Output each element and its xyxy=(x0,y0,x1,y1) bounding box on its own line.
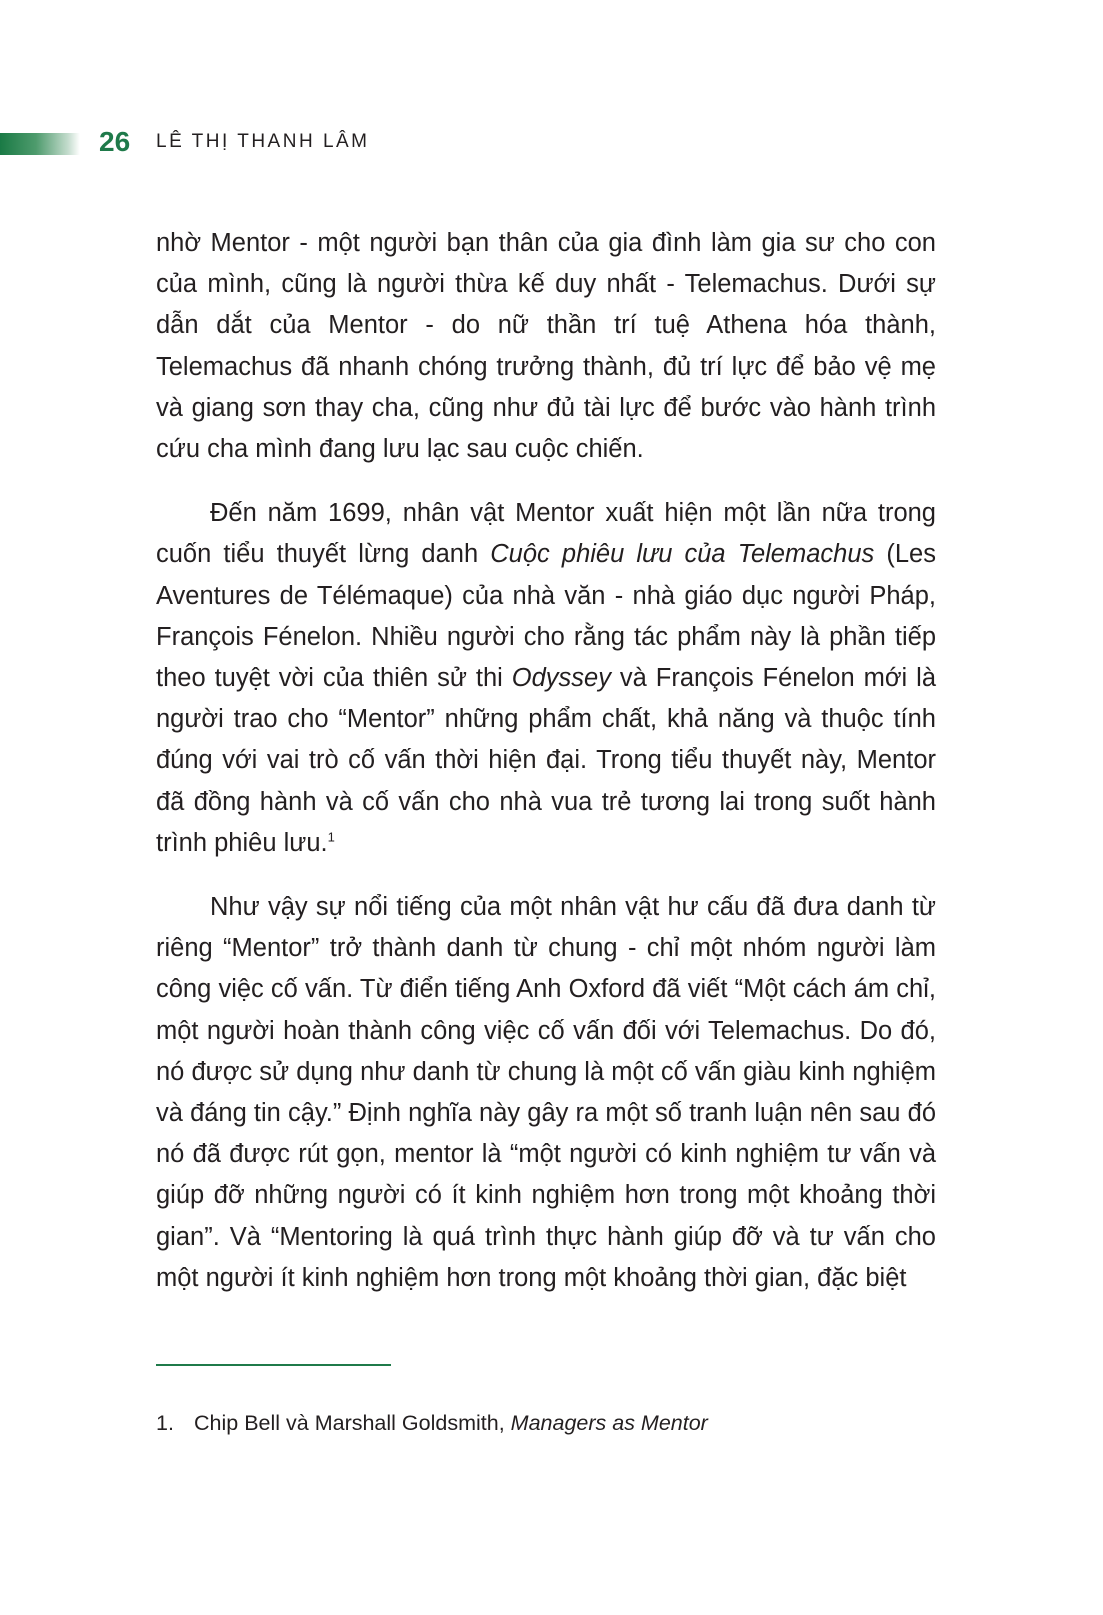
running-head-author: LÊ THỊ THANH LÂM xyxy=(156,131,370,152)
footnote-divider xyxy=(156,1364,391,1366)
paragraph-3: Như vậy sự nổi tiếng của một nhân vật hư cấu đã đưa danh từ riêng “Mentor” trở thành danh từ chung - chỉ một nhóm người làm công việc cố vấn. Từ điển tiếng Anh Oxford đã viết “Một cách ám chỉ, một người hoàn thành công việc cố vấn đối với Telemachus. Do đó, nó được sử dụng như danh từ chung là một cố vấn giàu kinh nghiệm và đáng tin cậy.” Định nghĩa này gây ra một số tranh luận nên sau đó nó đã được rút gọn, mentor là “một người có kinh nghiệm tư vấn và giúp đỡ những người có ít kinh nghiệm hơn trong một khoảng thời gian”. Và “Mentoring là quá trình thực hành giúp đỡ và tư vấn cho một người ít kinh nghiệm hơn trong một khoảng thời gian, đặc biệt xyxy=(156,893,936,1292)
paragraph-2 xyxy=(156,493,936,864)
footnote xyxy=(156,1408,936,1438)
footnote-number: 1. xyxy=(156,1411,174,1435)
paragraph-2-text-a: Đến năm 1699, nhân vật Mentor xuất hiện một lần nữa trong cuốn tiểu thuyết lừng danh xyxy=(156,499,936,569)
book-title-italic: Cuộc phiêu lưu của Telemachus xyxy=(490,540,875,569)
footnote-book-title: Managers as Mentor xyxy=(510,1411,708,1435)
paragraph-2-text-b: (Les Aventures de Télémaque) của nhà văn - nhà giáo dục người Pháp, François Fénelon. Nhiều người cho rằng tác phẩm này là phần tiếp theo tuyệt vời của thiên sử thi xyxy=(156,540,936,693)
header-accent-bar xyxy=(0,133,80,155)
paragraph-1: nhờ Mentor - một người bạn thân của gia đình làm gia sư cho con của mình, cũng là người thừa kế duy nhất - Telemachus. Dưới sự dẫn dắt của Mentor - do nữ thần trí tuệ Athena hóa thành, Telemachus đã nhanh chóng trưởng thành, đủ trí lực để bảo vệ mẹ và giang sơn thay cha, cũng như đủ tài lực để bước vào hành trình cứu cha mình đang lưu lạc sau cuộc chiến. xyxy=(156,229,936,464)
paragraph-2-text-c: và François Fénelon mới là người trao cho “Mentor” những phẩm chất, khả năng và thuộc tính đúng với vai trò cố vấn thời hiện đại. Trong tiểu thuyết này, Mentor đã đồng hành và cố vấn cho nhà vua trẻ tương lai trong suốt hành trình phiêu lưu. xyxy=(156,664,937,857)
page-number: 26 xyxy=(99,126,131,157)
footnote-authors: Chip Bell và Marshall Goldsmith, xyxy=(194,1411,511,1435)
footnote-reference: 1 xyxy=(327,829,335,845)
body-text xyxy=(156,223,936,1322)
page-header xyxy=(0,122,600,162)
odyssey-italic: Odyssey xyxy=(511,664,611,693)
